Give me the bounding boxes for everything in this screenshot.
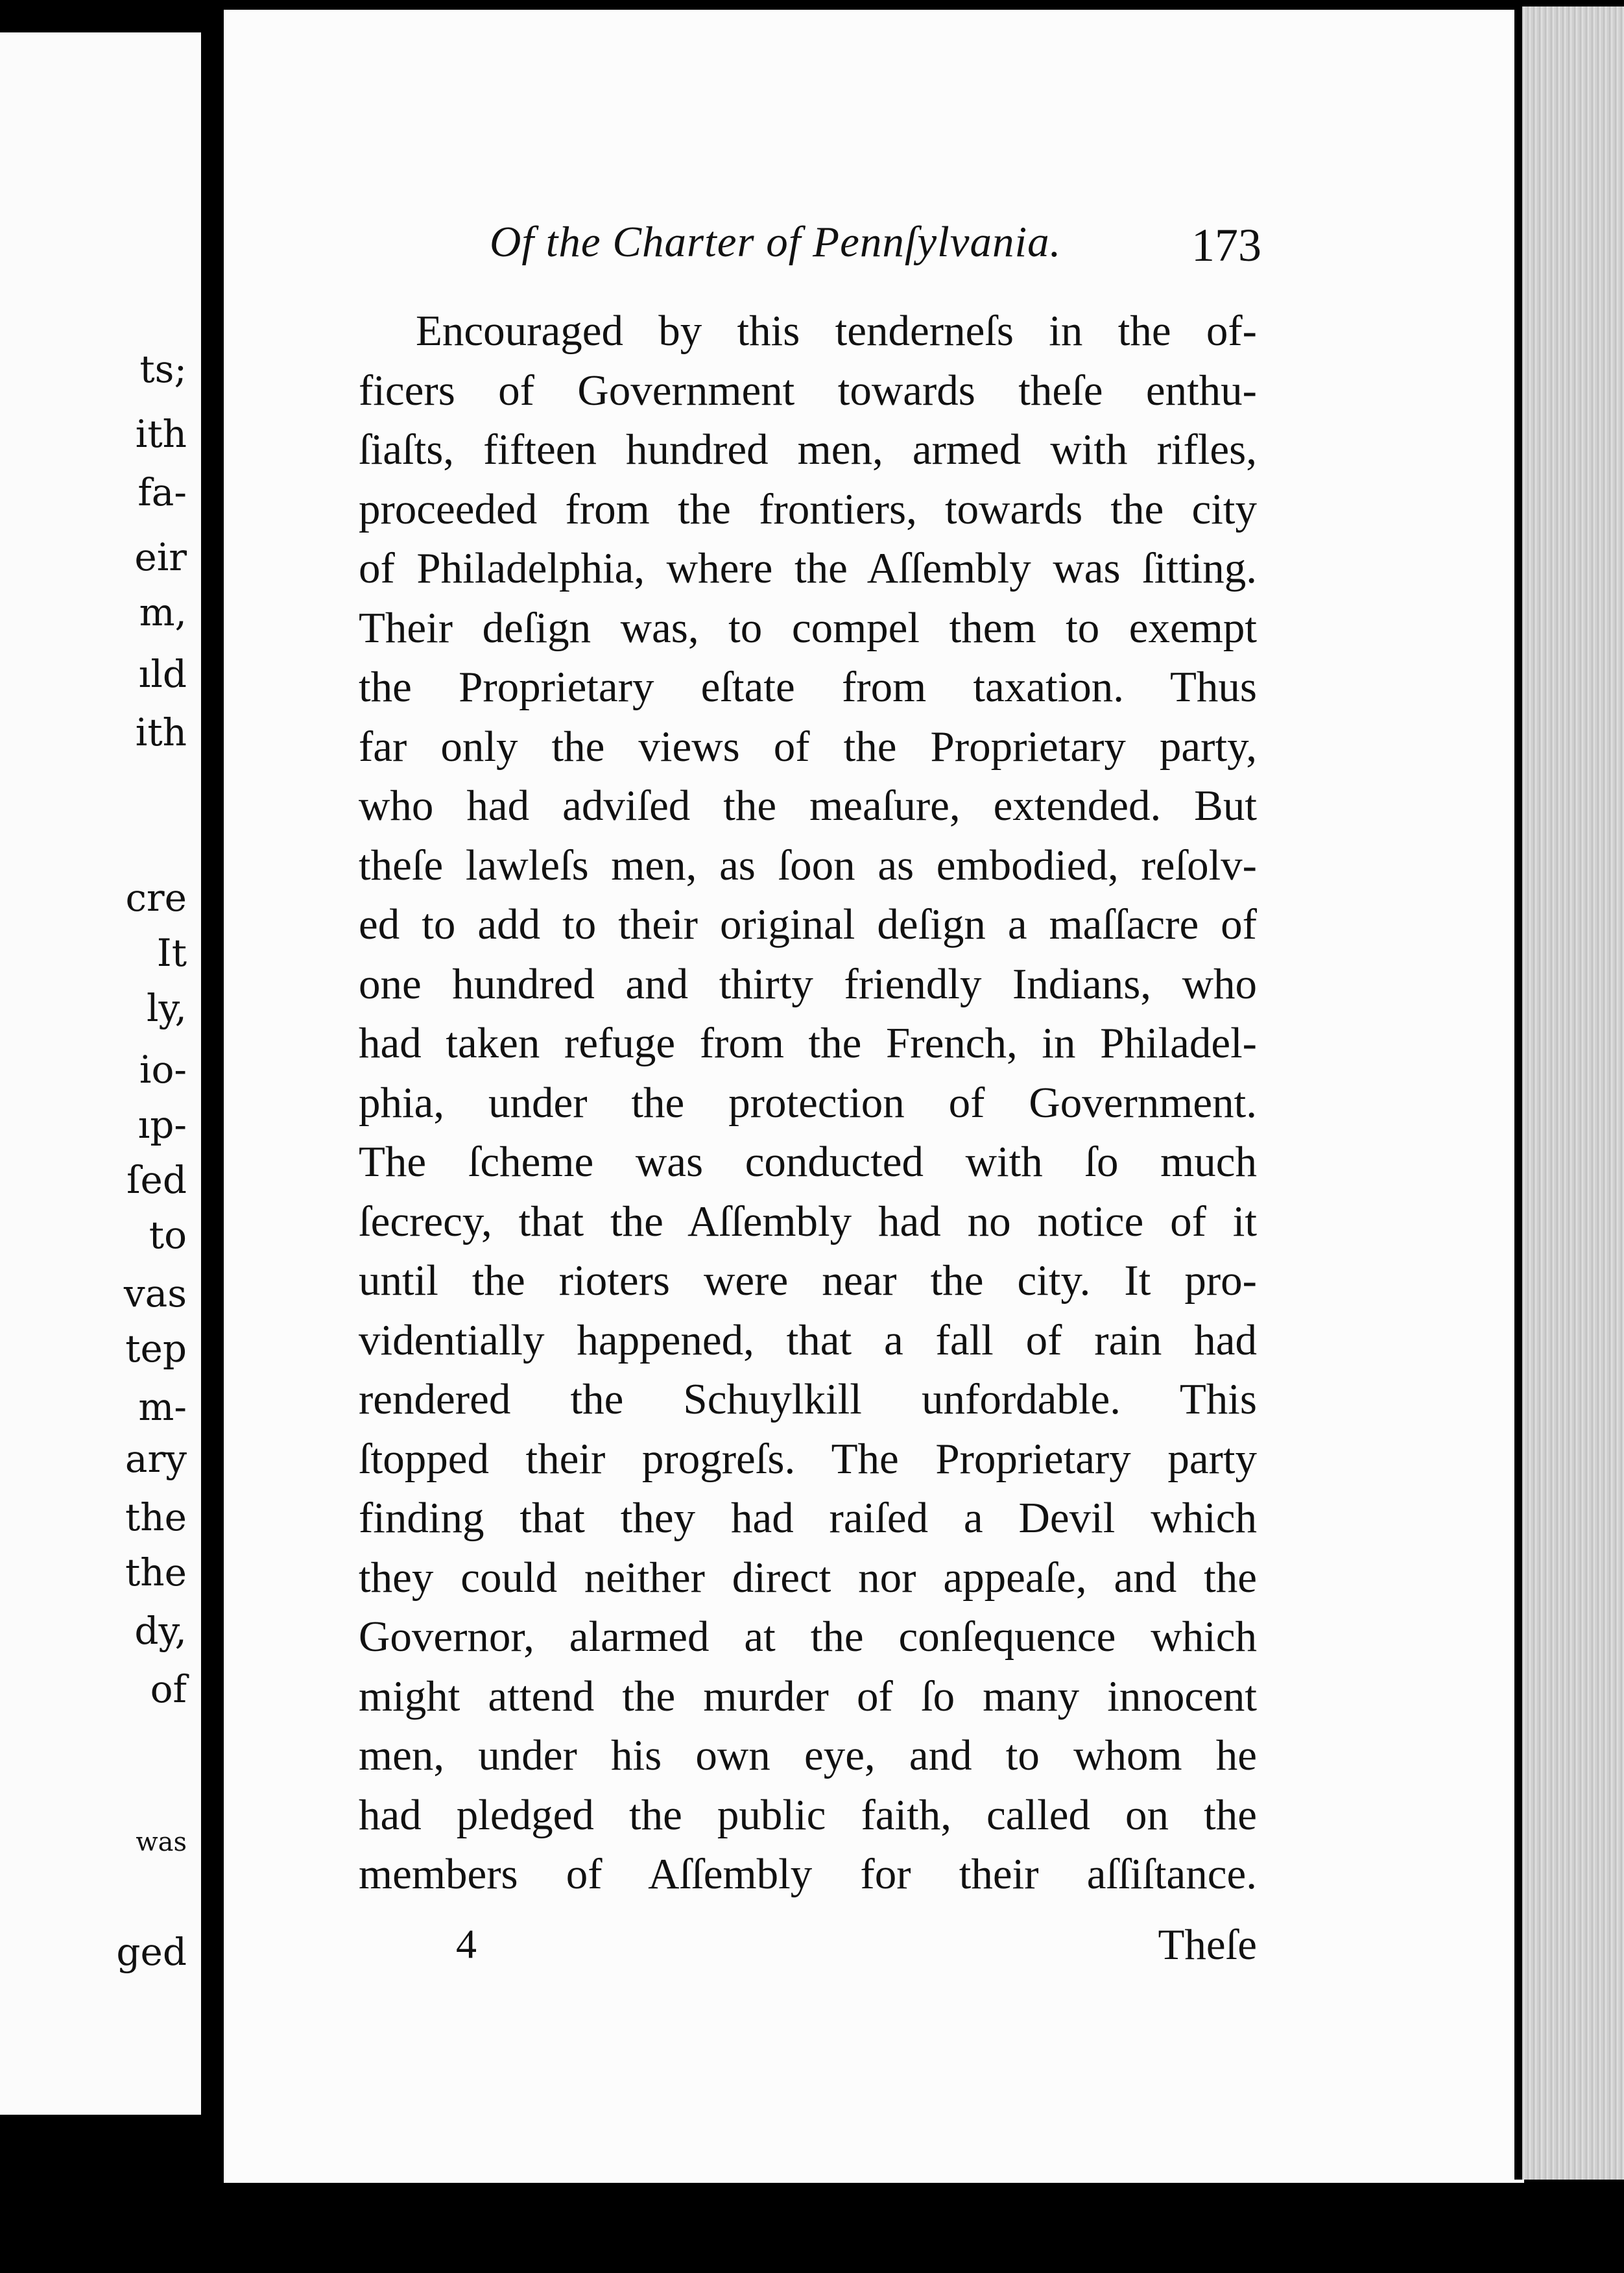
text-line: until the rioters were near the city. It pro- <box>359 1257 1257 1305</box>
text-line: who had adviſed the meaſure, extended. But <box>359 782 1257 830</box>
text-line: the Proprietary eſtate from taxation. Thus <box>359 663 1257 711</box>
previous-page-line-fragment: of <box>150 1667 187 1711</box>
previous-page-line-fragment: cre <box>125 876 187 920</box>
previous-page-line-fragment: ly, <box>146 986 187 1030</box>
previous-page-line-fragment: fa- <box>137 470 187 514</box>
previous-page-line-fragment: It <box>156 931 187 975</box>
text-line: ficers of Government towards theſe enthu- <box>359 366 1257 415</box>
catchword: Theſe <box>1158 1921 1257 1969</box>
previous-page-line-fragment: dy, <box>134 1609 187 1653</box>
previous-page-line-fragment: vas <box>123 1271 187 1316</box>
previous-page-line-fragment: was <box>136 1827 187 1857</box>
page-footer <box>359 1920 1257 1978</box>
text-line: Governor, alarmed at the conſequence which <box>359 1613 1257 1661</box>
text-line: far only the views of the Proprietary party, <box>359 722 1257 771</box>
previous-page-line-fragment: m, <box>139 590 187 634</box>
previous-page-line-fragment: ged <box>116 1930 187 1974</box>
previous-page-line-fragment: eir <box>134 535 187 579</box>
previous-page-line-fragment: io- <box>139 1048 187 1092</box>
body-text <box>359 302 1257 1905</box>
previous-page-line-fragment: ıld <box>138 652 187 696</box>
text-line: proceeded from the frontiers, towards the city <box>359 485 1257 533</box>
previous-page-line-fragment: ıp- <box>137 1103 187 1147</box>
text-line: Their deſign was, to compel them to exempt <box>359 603 1257 652</box>
text-line: finding that they had raiſed a Devil which <box>359 1494 1257 1542</box>
text-line: members of Aſſembly for their aſſiſtance. <box>359 1850 1257 1898</box>
previous-page-line-fragment: the <box>125 1495 187 1539</box>
signature-mark: 4 <box>456 1921 477 1967</box>
text-line: ſiaſts, fifteen hundred men, armed with rifles, <box>359 426 1257 474</box>
previous-page-line-fragment: ts; <box>139 347 187 391</box>
text-line: ed to add to their original deſign a maſſacre of <box>359 900 1257 948</box>
previous-page-line-fragment: ary <box>125 1437 187 1481</box>
page-number: 173 <box>1191 219 1261 271</box>
book-fore-edge <box>1514 6 1624 2180</box>
previous-page-line-fragment: tep <box>125 1327 187 1371</box>
text-line: had taken refuge from the French, in Philadel- <box>359 1019 1257 1067</box>
text-line: ſecrecy, that the Aſſembly had no notice of it <box>359 1197 1257 1245</box>
text-line: rendered the Schuylkill unfordable. This <box>359 1375 1257 1423</box>
text-line: ſtopped their progreſs. The Proprietary party <box>359 1434 1257 1483</box>
previous-page-line-fragment: ith <box>135 412 187 456</box>
page-header <box>490 211 1261 276</box>
text-line: had pledged the public faith, called on the <box>359 1790 1257 1839</box>
text-line: videntially happened, that a fall of rain had <box>359 1316 1257 1364</box>
previous-page-line-fragment: the <box>125 1550 187 1594</box>
text-line: of Philadelphia, where the Aſſembly was ſitting. <box>359 544 1257 592</box>
text-line: The ſcheme was conducted with ſo much <box>359 1138 1257 1186</box>
previous-page-line-fragment: ith <box>135 710 187 754</box>
text-line: one hundred and thirty friendly Indians, who <box>359 959 1257 1008</box>
text-line: theſe lawleſs men, as ſoon as embodied, reſolv- <box>359 841 1257 889</box>
previous-page-line-fragment: ſed <box>126 1158 187 1202</box>
text-line: Encouraged by this tenderneſs in the of- <box>416 307 1257 355</box>
text-line: they could neither direct nor appeaſe, and the <box>359 1553 1257 1602</box>
previous-page-line-fragment: to <box>149 1213 187 1257</box>
text-line: men, under his own eye, and to whom he <box>359 1731 1257 1779</box>
page-edge-shadow <box>1514 6 1522 2180</box>
previous-page-fragment <box>0 32 201 2115</box>
previous-page-line-fragment: m- <box>138 1385 187 1429</box>
text-line: might attend the murder of ſo many innocent <box>359 1672 1257 1720</box>
running-title: Of the Charter of Pennſylvania. <box>490 218 1062 266</box>
text-line: phia, under the protection of Government. <box>359 1078 1257 1127</box>
